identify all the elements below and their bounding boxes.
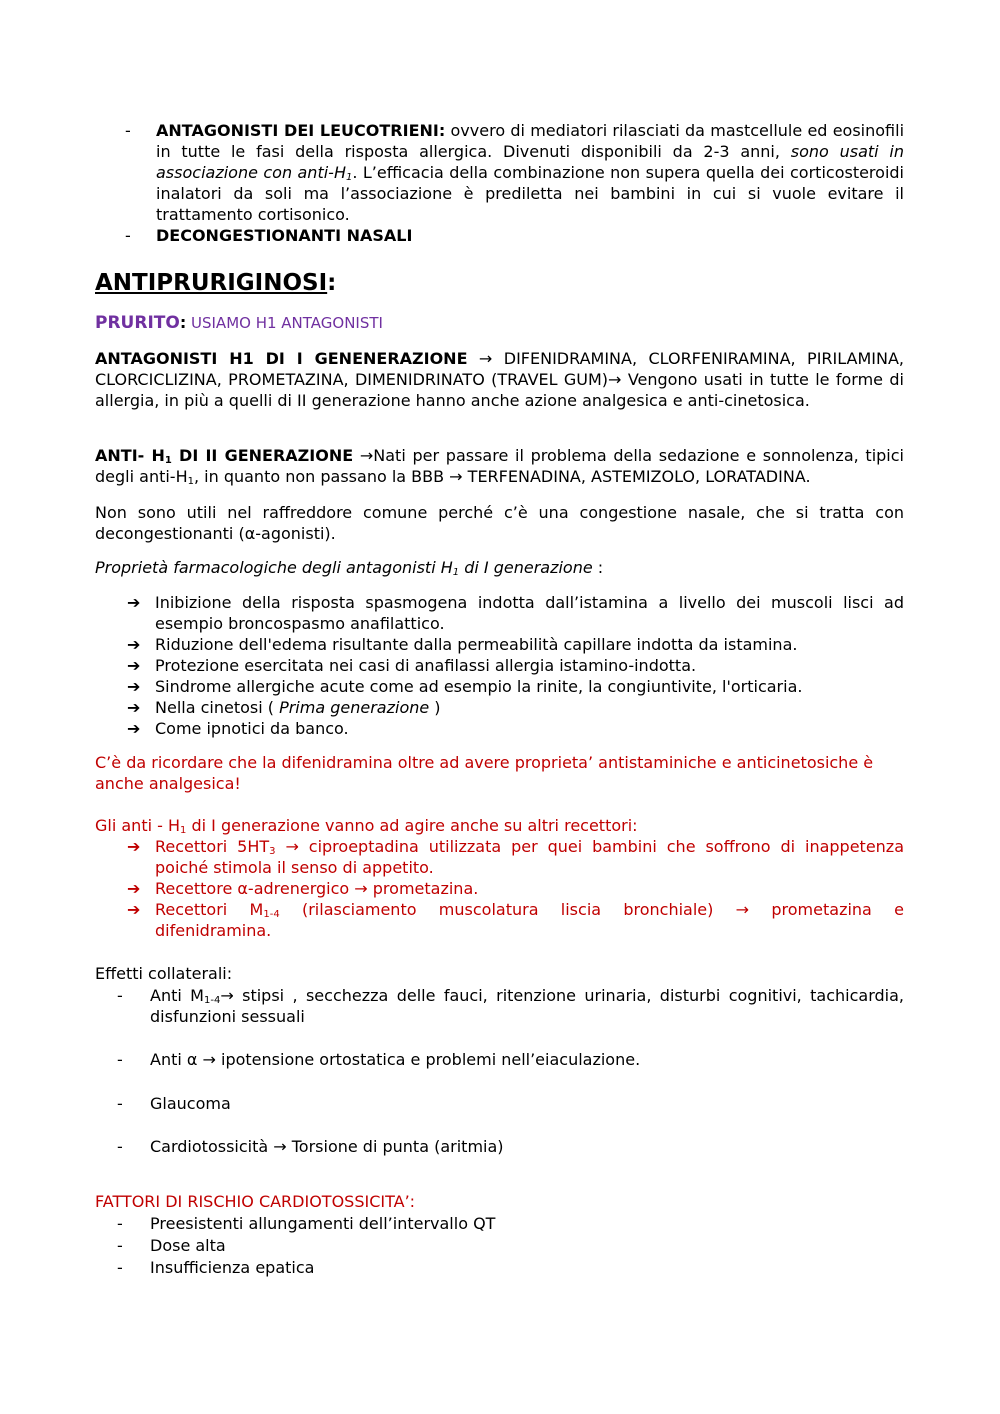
risk-text: Dose alta (150, 1236, 226, 1255)
arrow-icon: ➔ (127, 593, 141, 612)
dash-marker: - (125, 121, 131, 140)
second-gen-title-b: DI II GENERAZIONE (171, 446, 354, 465)
first-gen-title: ANTAGONISTI H1 DI I GENENERAZIONE (95, 349, 468, 368)
side-effects-title: Effetti collaterali: (95, 964, 233, 983)
receptor-text-2: → ciproeptadina utilizzata per quei bambini che soffrono di inappetenza poiché stimola il senso di appetito. (155, 837, 905, 877)
other-receptors-intro (95, 815, 638, 836)
property-item (95, 592, 904, 634)
arrow-icon: ➔ (127, 656, 141, 675)
leucotrieni-body: ovvero di mediatori rilasciati da mastcellule ed eosinofili in tutte le fasi della risposta allergica. Divenuti disponibili da 2-3 anni, (156, 121, 905, 161)
dash-marker: - (125, 226, 131, 245)
subscript: 1 (164, 455, 172, 466)
prurito-colon: : (179, 313, 187, 332)
risk-item (95, 1235, 904, 1256)
side-effects-list (95, 985, 904, 1157)
property-item (95, 676, 904, 697)
property-item (95, 634, 904, 655)
dash-marker: - (117, 1137, 123, 1156)
proprieta-text-2: di I generazione (459, 558, 593, 577)
property-item (95, 697, 904, 718)
arrow-icon: ➔ (127, 837, 141, 856)
dash-marker: - (117, 986, 123, 1005)
raffreddore-paragraph: Non sono utili nel raffreddore comune perché c’è una congestione nasale, che si tratta con decongestionanti (α-agonisti). (95, 503, 904, 543)
arrow-icon: ➔ (127, 635, 141, 654)
side-effect-text-2: → stipsi , secchezza delle fauci, ritenzione urinaria, disturbi cognitivi, tachicardia, disfunzioni sessuali (150, 986, 904, 1026)
prurito-text: USIAMO H1 ANTAGONISTI (186, 314, 383, 332)
subscript: 1 (180, 825, 187, 836)
second-gen-text: →Nati per passare il problema della sedazione e sonnolenza, tipici degli anti-H (95, 446, 904, 486)
leucotrieni-italic: sono usati in associazione con anti-H (156, 142, 905, 182)
top-dash-list (95, 120, 904, 246)
second-gen-paragraph (95, 445, 904, 487)
risk-text: Insufficienza epatica (150, 1258, 315, 1277)
receptor-text: Recettori 5HT (155, 837, 270, 856)
property-text: Sindrome allergiche acute come ad esempio la rinite, la congiuntivite, l'orticaria. (155, 677, 803, 696)
arrow-icon: ➔ (127, 677, 141, 696)
property-text: Come ipnotici da banco. (155, 719, 349, 738)
receptor-item (95, 899, 904, 941)
side-effect-text: Cardiotossicità → Torsione di punta (aritmia) (150, 1137, 504, 1156)
property-item (95, 655, 904, 676)
property-text: Protezione esercitata nei casi di anafilassi allergia istamino-indotta. (155, 656, 697, 675)
leucotrieni-title: ANTAGONISTI DEI LEUCOTRIENI: (156, 121, 446, 140)
arrow-icon: ➔ (127, 719, 141, 738)
leucotrieni-body-2: . L’efficacia della combinazione non supera quella dei corticosteroidi inalatori da soli ma l’associazione è prediletta nei bambini in cui si vuole evitare il trattamento cortisonico. (156, 163, 904, 224)
cinetosi-text: Nella cinetosi ( (155, 698, 280, 717)
side-effect-item (95, 1136, 904, 1157)
prurito-label: PRURITO (95, 313, 180, 333)
intro-text-2: di I generazione vanno ad agire anche su altri recettori: (186, 816, 638, 835)
proprieta-text: Proprietà farmacologiche degli antagonisti H (95, 558, 453, 577)
subscript: 1 (345, 172, 353, 183)
second-gen-title (95, 446, 353, 465)
side-effect-item (95, 1049, 904, 1070)
subscript: 3 (269, 846, 276, 857)
arrow-icon: ➔ (127, 879, 141, 898)
list-item-leucotrieni (95, 120, 904, 225)
second-gen-text-2: , in quanto non passano la BBB → TERFENADINA, ASTEMIZOLO, LORATADINA. (193, 467, 811, 486)
leucotrieni-text (156, 120, 904, 225)
dash-marker: - (117, 1214, 123, 1233)
side-effect-text: Anti α → ipotensione ortostatica e problemi nell’eiaculazione. (150, 1050, 641, 1069)
receptors-list (95, 836, 904, 941)
properties-list (95, 592, 904, 739)
receptor-item (95, 878, 904, 899)
property-text: Riduzione dell'edema risultante dalla permeabilità capillare indotta da istamina. (155, 635, 798, 654)
first-gen-text: → DIFENIDRAMINA, CLORFENIRAMINA, PIRILAMINA, CLORCICLIZINA, PROMETAZINA, DIMENIDRINATO (TRAVEL GUM)→ Vengono usati in tutte le forme di allergia, in più a quelli di II generazione hanno anche azione analgesica e anti-cinetosica. (95, 349, 904, 410)
subscript: 1-4 (263, 909, 280, 920)
risk-text: Preesistenti allungamenti dell’intervallo QT (150, 1214, 496, 1233)
dash-marker: - (117, 1050, 123, 1069)
risk-list (95, 1213, 904, 1278)
arrow-icon: ➔ (127, 900, 141, 919)
arrow-icon: ➔ (127, 698, 141, 717)
receptor-item (95, 836, 904, 878)
reminder-paragraph: C’è da ricordare che la difenidramina oltre ad avere proprieta’ antistaminiche e anticinetosiche è anche analgesica! (95, 753, 874, 793)
receptor-text: Recettore α-adrenergico → prometazina. (155, 879, 479, 898)
list-item-decongestionanti (95, 225, 904, 246)
side-effect-item (95, 1093, 904, 1114)
cinetosi-italic: Prima generazione (279, 698, 430, 717)
proprieta-colon: : (592, 558, 604, 577)
section-heading (95, 268, 336, 298)
property-item (95, 718, 904, 739)
dash-marker: - (117, 1258, 123, 1277)
risk-title: FATTORI DI RISCHIO CARDIOTOSSICITA’: (95, 1192, 416, 1211)
dash-marker: - (117, 1094, 123, 1113)
heading-text: ANTIPRURIGINOSI (95, 270, 328, 296)
subscript: 1 (187, 476, 194, 487)
heading-colon: : (327, 270, 337, 296)
risk-item (95, 1213, 904, 1234)
prurito-line (95, 312, 383, 334)
receptor-text: Recettori M (155, 900, 264, 919)
property-text: Inibizione della risposta spasmogena indotta dall’istamina a livello dei muscoli lisci ad esempio broncospasmo anafilattico. (155, 593, 904, 633)
decongestionanti-title: DECONGESTIONANTI NASALI (156, 226, 413, 245)
subscript: 1-4 (204, 995, 221, 1006)
subscript: 1 (452, 567, 460, 578)
side-effect-text: Glaucoma (150, 1094, 231, 1113)
side-effect-item (95, 985, 904, 1027)
dash-marker: - (117, 1236, 123, 1255)
first-gen-paragraph (95, 348, 904, 411)
receptor-text-2: (rilasciamento muscolatura liscia bronchiale) → prometazina e difenidramina. (155, 900, 904, 940)
side-effect-text: Anti M (150, 986, 204, 1005)
proprieta-heading (95, 557, 603, 578)
cinetosi-close: ) (429, 698, 441, 717)
intro-text: Gli anti - H (95, 816, 181, 835)
second-gen-title-a: ANTI- H (95, 446, 165, 465)
risk-item (95, 1257, 904, 1278)
